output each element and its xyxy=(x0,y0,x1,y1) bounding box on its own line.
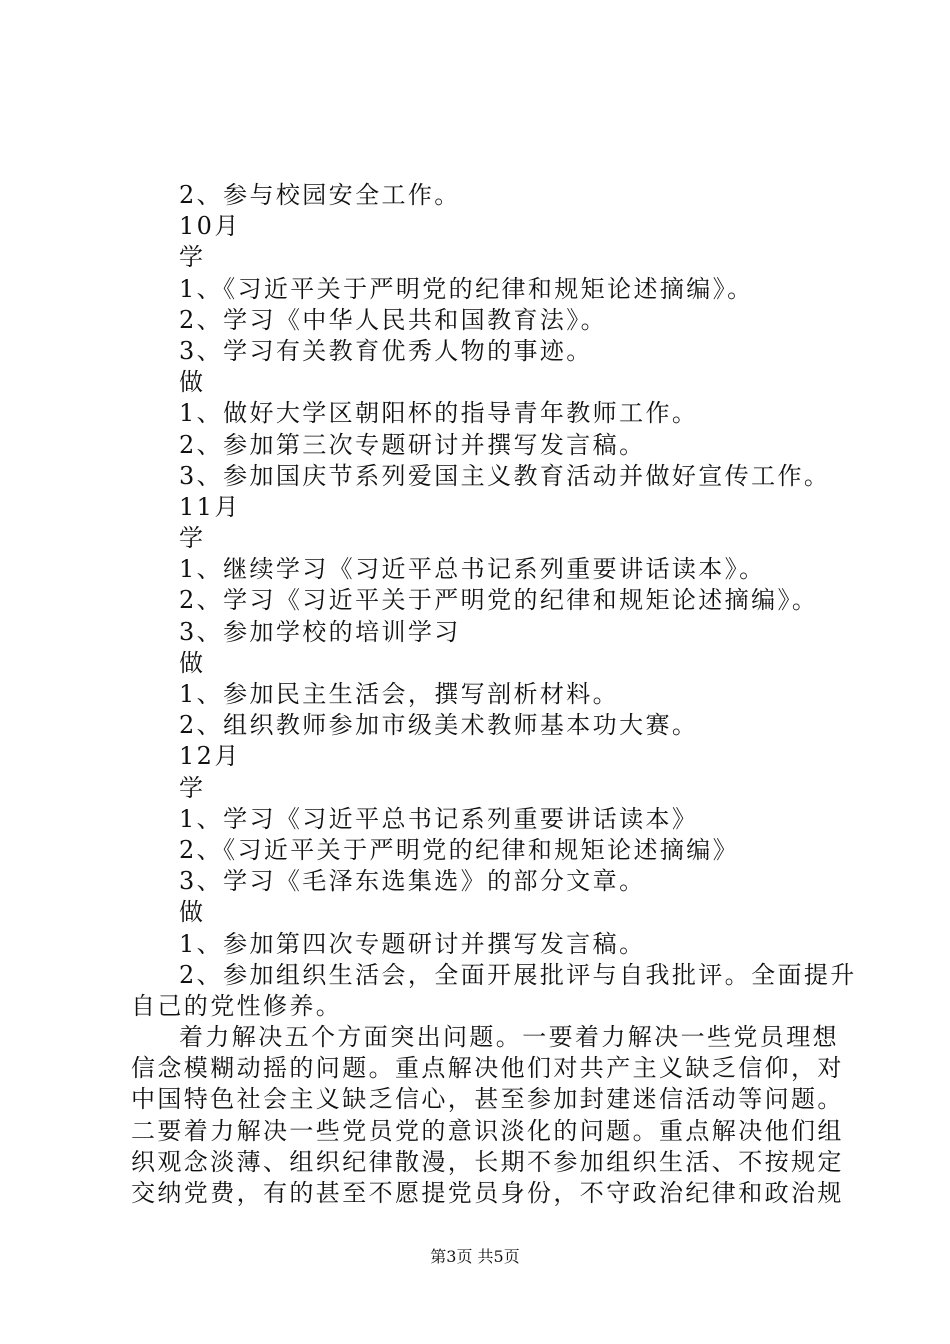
paragraph-line: 中国特色社会主义缺乏信心，甚至参加封建迷信活动等问题。 xyxy=(131,1085,844,1114)
subheading-do: 做 xyxy=(179,648,206,677)
text-line: 3、学习《毛泽东选集选》的部分文章。 xyxy=(179,867,646,896)
text-line: 1、学习《习近平总书记系列重要讲话读本》 xyxy=(179,804,699,833)
text-line: 3、参加学校的培训学习 xyxy=(179,617,461,646)
text-line: 2、学习《习近平关于严明党的纪律和规矩论述摘编》。 xyxy=(179,586,819,615)
text-line: 1、做好大学区朝阳杯的指导青年教师工作。 xyxy=(179,399,699,428)
page-number-footer: 第3页 共5页 xyxy=(430,1247,520,1266)
paragraph-line: 自己的党性修养。 xyxy=(131,991,343,1020)
section-heading-month: 12月 xyxy=(179,742,241,771)
text-line: 1、参加民主生活会，撰写剖析材料。 xyxy=(179,680,620,708)
text-line: 2、组织教师参加市级美术教师基本功大赛。 xyxy=(179,711,699,740)
paragraph-five-problems xyxy=(131,1022,844,1209)
section-heading-month: 11月 xyxy=(179,492,241,521)
subheading-study: 学 xyxy=(179,773,206,802)
paragraph-line: 2、参加组织生活会，全面开展批评与自我批评。全面提升 xyxy=(179,960,857,989)
paragraph-line: 信念模糊动摇的问题。重点解决他们对共产主义缺乏信仰，对 xyxy=(131,1054,844,1083)
text-line: 1、《习近平关于严明党的纪律和规矩论述摘编》。 xyxy=(179,274,754,303)
subheading-study: 学 xyxy=(179,524,206,553)
paragraph-line: 交纳党费，有的甚至不愿提党员身份，不守政治纪律和政治规 xyxy=(131,1179,844,1207)
text-line: 1、参加第四次专题研讨并撰写发言稿。 xyxy=(179,929,646,958)
subheading-study: 学 xyxy=(179,243,206,272)
subheading-do: 做 xyxy=(179,368,206,397)
paragraph-line: 二要着力解决一些党员党的意识淡化的问题。重点解决他们组 xyxy=(131,1116,844,1145)
text-line: 2、参与校园安全工作。 xyxy=(179,181,461,209)
text-line: 2、学习《中华人民共和国教育法》。 xyxy=(179,305,608,334)
paragraph-organization-life xyxy=(131,960,857,1022)
paragraph-line: 着力解决五个方面突出问题。一要着力解决一些党员理想 xyxy=(179,1023,839,1052)
text-line: 2、《习近平关于严明党的纪律和规矩论述摘编》 xyxy=(179,835,740,864)
document-body xyxy=(131,180,857,1209)
text-line: 2、参加第三次专题研讨并撰写发言稿。 xyxy=(179,430,646,459)
text-line: 1、继续学习《习近平总书记系列重要讲话读本》。 xyxy=(179,555,766,584)
text-line: 3、学习有关教育优秀人物的事迹。 xyxy=(179,336,593,365)
section-heading-month: 10月 xyxy=(179,212,241,241)
text-line: 3、参加国庆节系列爱国主义教育活动并做好宣传工作。 xyxy=(179,461,831,490)
paragraph-line: 织观念淡薄、组织纪律散漫，长期不参加组织生活、不按规定 xyxy=(131,1147,844,1176)
subheading-do: 做 xyxy=(179,898,206,927)
